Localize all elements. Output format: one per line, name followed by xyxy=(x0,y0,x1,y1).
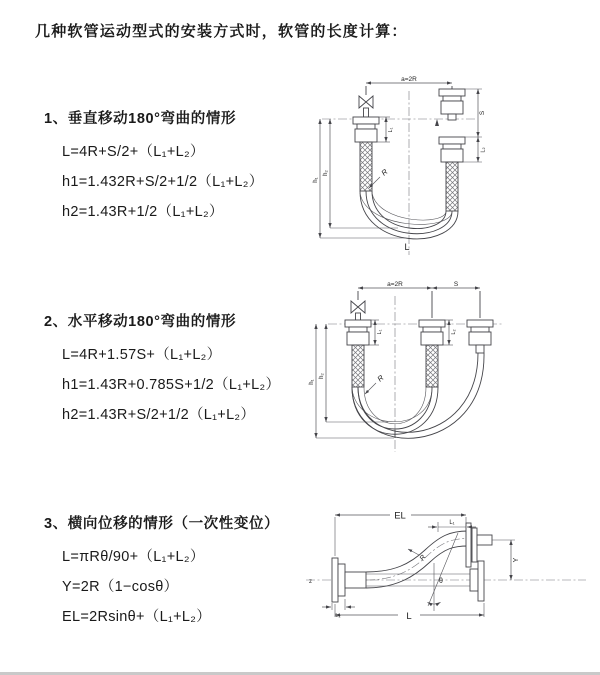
section-3-heading: 3、横向位移的情形（一次性变位） xyxy=(44,516,280,532)
right-fitting-displaced-position xyxy=(467,291,493,353)
dim-label-l1: L₁ xyxy=(449,520,455,526)
valve-icon xyxy=(359,86,373,117)
dimension-a-2r xyxy=(366,76,452,83)
hose-u-bend-displaced xyxy=(352,353,484,438)
dimension-el xyxy=(335,511,466,557)
dim-label-a2r: a=2R xyxy=(401,76,417,83)
formula-line: Y=2R（1−cosθ） xyxy=(62,579,179,595)
dim-label-h2: h₂ xyxy=(319,373,325,379)
dimension-l2 xyxy=(322,599,355,619)
formula-line: L=4R+1.57S+（L₁+L₂） xyxy=(62,347,222,363)
dim-label-y: Y xyxy=(513,557,520,563)
radius-label: R xyxy=(379,167,390,178)
dimension-l xyxy=(335,603,484,622)
dim-label-s: S xyxy=(453,281,459,288)
diagram-horizontal-180-bend xyxy=(308,280,553,465)
page-title: 几种软管运动型式的安装方式时，软管的长度计算： xyxy=(35,23,408,40)
section-1-formulas xyxy=(62,137,314,227)
dim-label-h2: h₂ xyxy=(323,170,329,176)
dim-label-a2r: a=2R xyxy=(387,281,403,288)
dim-label-l2: L₂ xyxy=(335,613,341,619)
diagram-lateral-displacement xyxy=(298,503,593,653)
section-1-heading: 1、垂直移动180°弯曲的情形 xyxy=(44,111,237,127)
dim-label-l2: L₂ xyxy=(451,329,457,335)
formula-line: h1=1.43R+0.785S+1/2（L₁+L₂） xyxy=(62,377,281,393)
dim-label-h1: h₁ xyxy=(309,379,315,385)
left-fitting xyxy=(353,117,379,191)
hose-s-curve xyxy=(366,531,468,588)
section-vertical-movement xyxy=(44,107,314,227)
length-label: L xyxy=(406,611,412,622)
formula-line: h1=1.432R+S/2+1/2（L₁+L₂） xyxy=(62,174,264,190)
formula-line: L=4R+S/2+（L₁+L₂） xyxy=(62,144,205,160)
radius-label: R xyxy=(418,553,428,563)
section-2-formulas xyxy=(62,340,314,430)
left-flange xyxy=(332,558,366,602)
radius-callout xyxy=(365,373,386,394)
length-label: L xyxy=(404,242,410,252)
diagram-vertical-180-bend xyxy=(310,75,550,260)
upper-flange-displaced xyxy=(466,523,492,567)
formula-line: h2=1.43R+S/2+1/2（L₁+L₂） xyxy=(62,407,256,423)
dim-label-l2: L₂ xyxy=(480,147,487,153)
section-horizontal-movement xyxy=(44,310,314,430)
dim-label-l1: L₁ xyxy=(388,127,394,133)
dimension-y xyxy=(492,540,520,580)
angle-theta-construction xyxy=(428,533,459,611)
axis-mark: z xyxy=(309,579,312,585)
right-fitting-upper-position xyxy=(439,86,465,120)
section-lateral-displacement xyxy=(44,512,314,632)
right-fitting-lower-position xyxy=(435,119,465,211)
dim-label-s: S xyxy=(479,110,486,116)
dimension-a-2r xyxy=(358,281,432,288)
radius-label: R xyxy=(375,373,386,384)
dimension-s xyxy=(432,281,480,288)
formula-line: L=πRθ/90+（L₁+L₂） xyxy=(62,549,205,565)
dim-label-h1: h₁ xyxy=(313,177,319,183)
dimension-l1 xyxy=(377,117,394,142)
valve-icon xyxy=(351,291,365,320)
section-2-heading: 2、水平移动180°弯曲的情形 xyxy=(44,314,237,330)
left-fitting xyxy=(345,320,371,387)
middle-fitting xyxy=(419,291,445,387)
formula-line: EL=2Rsinθ+（L₁+L₂） xyxy=(62,609,212,625)
dim-label-el: EL xyxy=(394,510,406,522)
dim-label-l1: L₁ xyxy=(377,329,383,335)
formula-line: h2=1.43R+1/2（L₁+L₂） xyxy=(62,204,224,220)
angle-label: θ xyxy=(439,578,443,585)
dimension-l2 xyxy=(463,137,487,162)
section-3-formulas xyxy=(62,542,314,632)
